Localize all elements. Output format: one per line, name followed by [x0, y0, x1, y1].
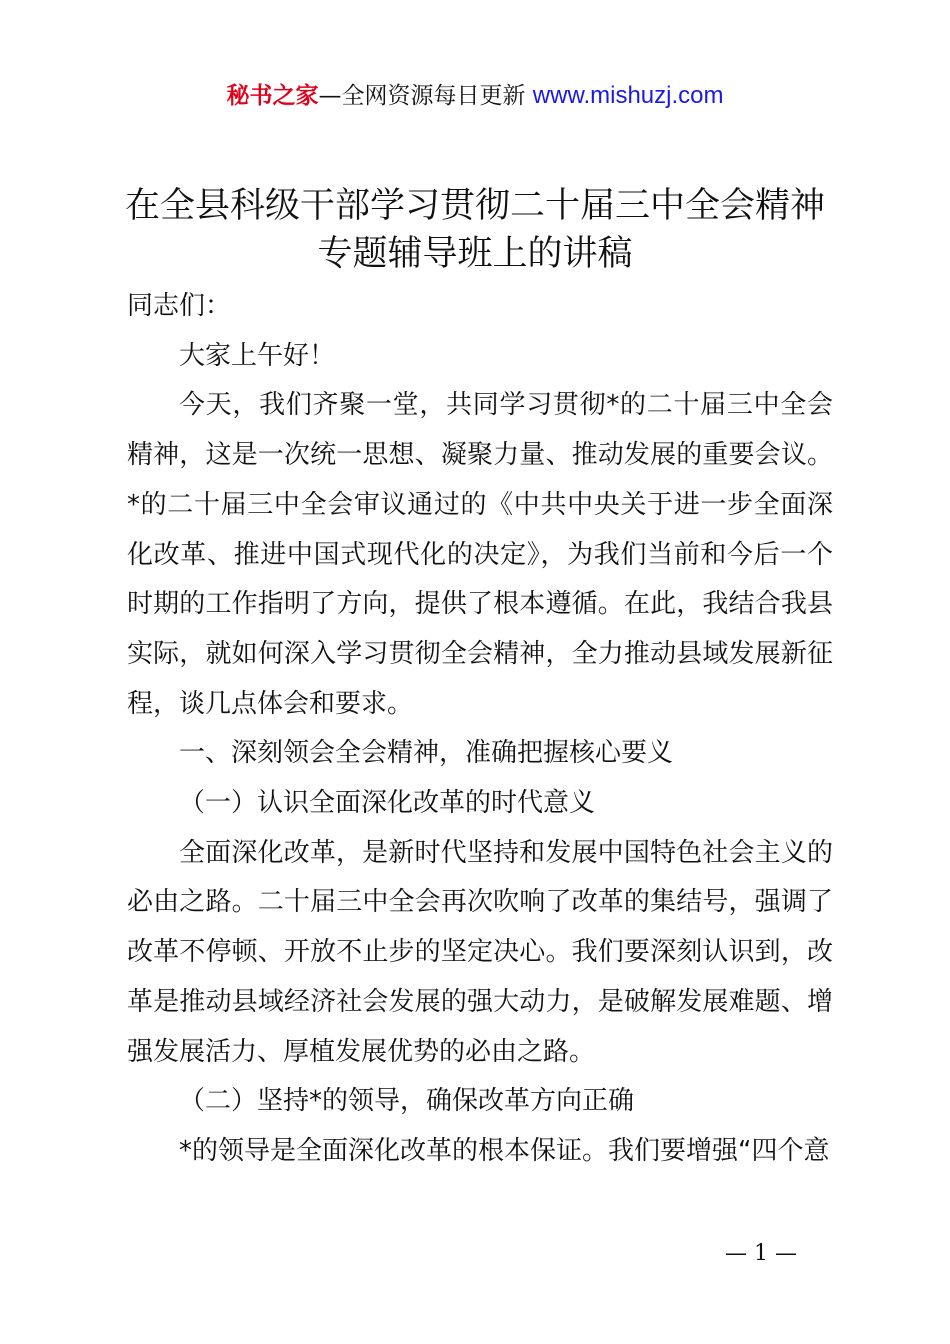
- salutation: 同志们：: [127, 291, 232, 321]
- title-line-1: 在全县科级干部学习贯彻二十届三中全会精神: [124, 186, 825, 226]
- document-title: [100, 182, 850, 278]
- site-tagline: —全网资源每日更新: [318, 83, 533, 109]
- document-body: [127, 282, 833, 1177]
- site-url-link[interactable]: www.mishuzj.com: [532, 82, 724, 109]
- subsection-2-heading: （二）坚持*的领导，确保改革方向正确: [179, 1086, 635, 1117]
- subsection-1-heading: （一）认识全面深化改革的时代意义: [179, 788, 596, 819]
- intro-paragraph: 今天，我们齐聚一堂，共同学习贯彻*的二十届三中全会精神，这是一次统一思想、凝聚力量、推动发展的重要会议。*的二十届三中全会审议通过的《中共中央关于进一步全面深化改革、推进中国式现代化的决定》，为我们当前和今后一个时期的工作指明了方向，提供了根本遵循。在此，我结合我县实际，就如何深入学习贯彻全会精神，全力推动县域发展新征程，谈几点体会和要求。: [127, 390, 833, 719]
- page-number: — 1 —: [725, 1241, 797, 1266]
- subsection-2-paragraph: *的领导是全面深化改革的根本保证。我们要增强“四个意: [179, 1135, 830, 1166]
- site-brand: 秘书之家: [226, 83, 319, 109]
- section-1-heading: 一、深刻领会全会精神，准确把握核心要义: [179, 738, 674, 769]
- title-line-2: 专题辅导班上的讲稿: [317, 234, 633, 274]
- site-header: [0, 78, 950, 114]
- greeting: 大家上午好！: [179, 340, 336, 371]
- subsection-1-paragraph: 全面深化改革，是新时代坚持和发展中国特色社会主义的必由之路。二十届三中全会再次吹响了改革的集结号，强调了改革不停顿、开放不止步的坚定决心。我们要深刻认识到，改革是推动县域经济社会发展的强大动力，是破解发展难题、增强发展活力、厚植发展优势的必由之路。: [127, 837, 833, 1067]
